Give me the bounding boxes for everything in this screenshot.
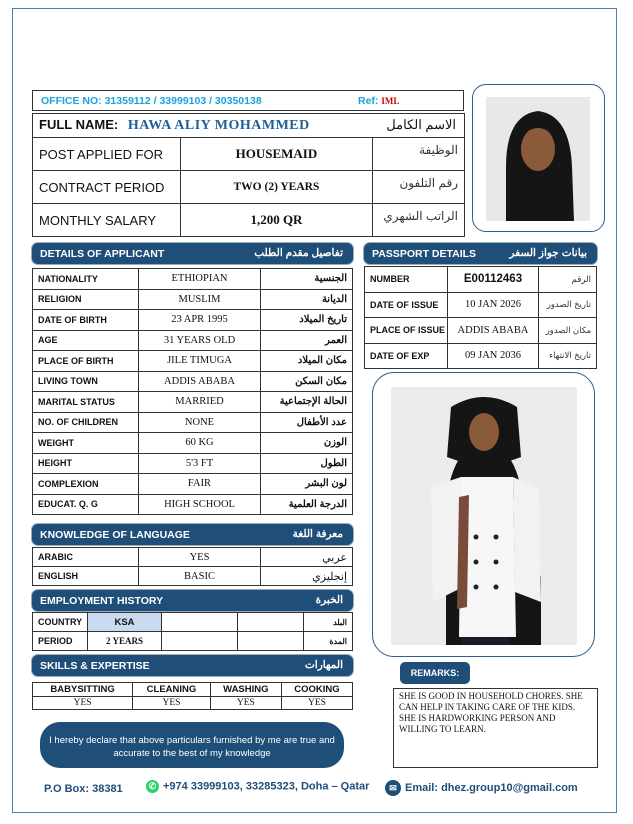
applicant-header — [32, 243, 353, 264]
applicant-field-value: NONE — [139, 412, 261, 433]
period-value: 2 YEARS — [88, 632, 162, 651]
skill-value: YES — [210, 697, 281, 710]
po-box: P.O Box: 38381 — [44, 783, 123, 795]
country-empty-cell — [238, 613, 304, 632]
main-info-table — [32, 113, 465, 237]
employment-header — [32, 590, 353, 611]
passport-table — [364, 266, 597, 369]
country-label-ar: البلد — [304, 613, 353, 632]
applicant-field-label: MARITAL STATUS — [33, 392, 139, 413]
applicant-field-value: MARRIED — [139, 392, 261, 413]
reference-code: IML — [381, 96, 400, 106]
applicant-field-value: 31 YEARS OLD — [139, 330, 261, 351]
skill-name: BABYSITTING — [33, 683, 133, 697]
salary-value: 1,200 QR — [180, 204, 373, 237]
period-empty-cell — [162, 632, 238, 651]
passport-field-label-ar: الرقم — [539, 267, 597, 293]
applicant-field-value: MUSLIM — [139, 289, 261, 310]
email-text: Email: dhez.group10@gmail.com — [405, 781, 578, 794]
contract-row — [33, 171, 465, 204]
skills-title-ar: المهارات — [304, 659, 343, 671]
reference: Ref: IML — [358, 95, 400, 107]
skills-header-row — [33, 683, 353, 697]
passport-field-value: 09 JAN 2036 — [448, 343, 539, 369]
passport-field-value: ADDIS ABABA — [448, 318, 539, 344]
remarks-label: REMARKS: — [400, 662, 470, 684]
applicant-row — [33, 392, 353, 413]
applicant-field-label: NATIONALITY — [33, 269, 139, 290]
applicant-field-label-ar: الحالة الإجتماعية — [261, 392, 353, 413]
full-length-photo — [391, 387, 577, 645]
portrait-photo-frame — [472, 84, 605, 232]
applicant-row — [33, 412, 353, 433]
applicant-field-label-ar: عدد الأطفال — [261, 412, 353, 433]
skills-value-row — [33, 697, 353, 710]
passport-field-label: DATE OF ISSUE — [365, 292, 448, 318]
skill-name: WASHING — [210, 683, 281, 697]
full-name-value: HAWA ALIY MOHAMMED — [127, 118, 310, 133]
passport-field-label-ar: تاريخ الصدور — [539, 292, 597, 318]
applicant-field-label-ar: مكان الميلاد — [261, 351, 353, 372]
applicant-row — [33, 330, 353, 351]
applicant-field-label-ar: مكان السكن — [261, 371, 353, 392]
skill-value: YES — [33, 697, 133, 710]
passport-field-label: NUMBER — [365, 267, 448, 293]
language-name-ar: عربي — [261, 548, 353, 567]
country-empty-cell — [162, 613, 238, 632]
passport-header — [364, 243, 597, 264]
remarks-text: SHE IS GOOD IN HOUSEHOLD CHORES. SHE CAN HELP IN TAKING CARE OF THE KIDS. SHE IS HARDWORKING PERSON AND WILLING TO LEARN. — [393, 688, 598, 768]
passport-field-label: DATE OF EXP — [365, 343, 448, 369]
passport-field-label-ar: تاريخ الانتهاء — [539, 343, 597, 369]
applicant-row — [33, 289, 353, 310]
applicant-field-label-ar: الجنسية — [261, 269, 353, 290]
language-header — [32, 524, 353, 545]
language-level: YES — [139, 548, 261, 567]
applicant-field-label: COMPLEXION — [33, 474, 139, 495]
applicant-field-value: ADDIS ABABA — [139, 371, 261, 392]
applicant-field-value: HIGH SCHOOL — [139, 494, 261, 515]
post-value: HOUSEMAID — [180, 138, 373, 171]
employment-table — [32, 612, 353, 651]
passport-row — [365, 343, 597, 369]
passport-row — [365, 267, 597, 293]
contract-value: TWO (2) YEARS — [180, 171, 373, 204]
employment-title: EMPLOYMENT HISTORY — [40, 595, 164, 607]
applicant-field-label-ar: العمر — [261, 330, 353, 351]
language-table — [32, 547, 353, 586]
full-name-label-ar: الاسم الكامل — [386, 117, 456, 132]
applicant-field-label-ar: الدرجة العلمية — [261, 494, 353, 515]
language-name-ar: إنجليزي — [261, 567, 353, 586]
email-info — [385, 780, 578, 796]
salary-row — [33, 204, 465, 237]
applicant-field-value: 60 KG — [139, 433, 261, 454]
applicant-row — [33, 269, 353, 290]
applicant-field-value: JILE TIMUGA — [139, 351, 261, 372]
applicant-field-label-ar: الديانة — [261, 289, 353, 310]
passport-row — [365, 318, 597, 344]
skills-header — [32, 655, 353, 676]
applicant-table — [32, 268, 353, 515]
post-label: POST APPLIED FOR — [33, 138, 181, 171]
skills-table — [32, 682, 353, 710]
email-icon: ✉ — [385, 780, 401, 796]
salary-label: MONTHLY SALARY — [33, 204, 181, 237]
contract-label-ar: رقم التلفون — [373, 171, 465, 204]
full-photo-frame — [372, 372, 595, 657]
applicant-row — [33, 474, 353, 495]
full-name-label: FULL NAME: — [39, 117, 119, 132]
applicant-field-label: DATE OF BIRTH — [33, 310, 139, 331]
office-number: OFFICE NO: 31359112 / 33999103 / 30350138 — [41, 95, 262, 107]
employment-title-ar: الخبرة — [315, 594, 343, 606]
portrait-photo — [486, 97, 590, 221]
applicant-row — [33, 433, 353, 454]
applicant-field-label: HEIGHT — [33, 453, 139, 474]
applicant-row — [33, 453, 353, 474]
skill-value: YES — [281, 697, 352, 710]
full-name-row — [33, 114, 465, 138]
language-name: ARABIC — [33, 548, 139, 567]
phone-info — [146, 780, 369, 793]
passport-title-ar: بيانات جواز السفر — [509, 247, 587, 259]
whatsapp-icon: ✆ — [146, 780, 159, 793]
applicant-field-label: EDUCAT. Q. G — [33, 494, 139, 515]
applicant-title-ar: تفاصيل مقدم الطلب — [254, 247, 343, 259]
language-title: KNOWLEDGE OF LANGUAGE — [40, 529, 190, 541]
passport-field-label: PLACE OF ISSUE — [365, 318, 448, 344]
office-row — [32, 90, 464, 111]
applicant-title: DETAILS OF APPLICANT — [40, 248, 165, 260]
applicant-field-value: 23 APR 1995 — [139, 310, 261, 331]
applicant-field-label-ar: الطول — [261, 453, 353, 474]
applicant-row — [33, 494, 353, 515]
applicant-field-label: RELIGION — [33, 289, 139, 310]
skill-value: YES — [133, 697, 211, 710]
applicant-field-label: NO. OF CHILDREN — [33, 412, 139, 433]
country-label: COUNTRY — [33, 613, 88, 632]
language-title-ar: معرفة اللغة — [292, 528, 343, 540]
applicant-field-label: LIVING TOWN — [33, 371, 139, 392]
language-name: ENGLISH — [33, 567, 139, 586]
period-label: PERIOD — [33, 632, 88, 651]
applicant-field-value: ETHIOPIAN — [139, 269, 261, 290]
post-row — [33, 138, 465, 171]
skills-title: SKILLS & EXPERTISE — [40, 660, 150, 672]
applicant-field-label: PLACE OF BIRTH — [33, 351, 139, 372]
passport-title: PASSPORT DETAILS — [372, 248, 477, 260]
language-row — [33, 567, 353, 586]
phone-text: +974 33999103, 33285323, Doha – Qatar — [163, 780, 370, 793]
applicant-row — [33, 371, 353, 392]
applicant-field-label-ar: لون البشر — [261, 474, 353, 495]
passport-field-label-ar: مكان الصدور — [539, 318, 597, 344]
applicant-field-value: FAIR — [139, 474, 261, 495]
applicant-field-label-ar: تاريخ الميلاد — [261, 310, 353, 331]
declaration-box: I hereby declare that above particulars furnished by me are true and accurate to the best of my knowledge — [40, 722, 344, 768]
country-value: KSA — [88, 613, 162, 632]
language-row — [33, 548, 353, 567]
period-label-ar: المدة — [304, 632, 353, 651]
skill-name: CLEANING — [133, 683, 211, 697]
passport-row — [365, 292, 597, 318]
applicant-field-label: WEIGHT — [33, 433, 139, 454]
applicant-field-value: 5'3 FT — [139, 453, 261, 474]
passport-field-value: E00112463 — [448, 267, 539, 293]
passport-field-value: 10 JAN 2026 — [448, 292, 539, 318]
applicant-field-label-ar: الوزن — [261, 433, 353, 454]
contract-label: CONTRACT PERIOD — [33, 171, 181, 204]
applicant-field-label: AGE — [33, 330, 139, 351]
applicant-row — [33, 351, 353, 372]
salary-label-ar: الراتب الشهري — [373, 204, 465, 237]
applicant-row — [33, 310, 353, 331]
post-label-ar: الوظيفة — [373, 138, 465, 171]
language-level: BASIC — [139, 567, 261, 586]
skill-name: COOKING — [281, 683, 352, 697]
period-empty-cell — [238, 632, 304, 651]
